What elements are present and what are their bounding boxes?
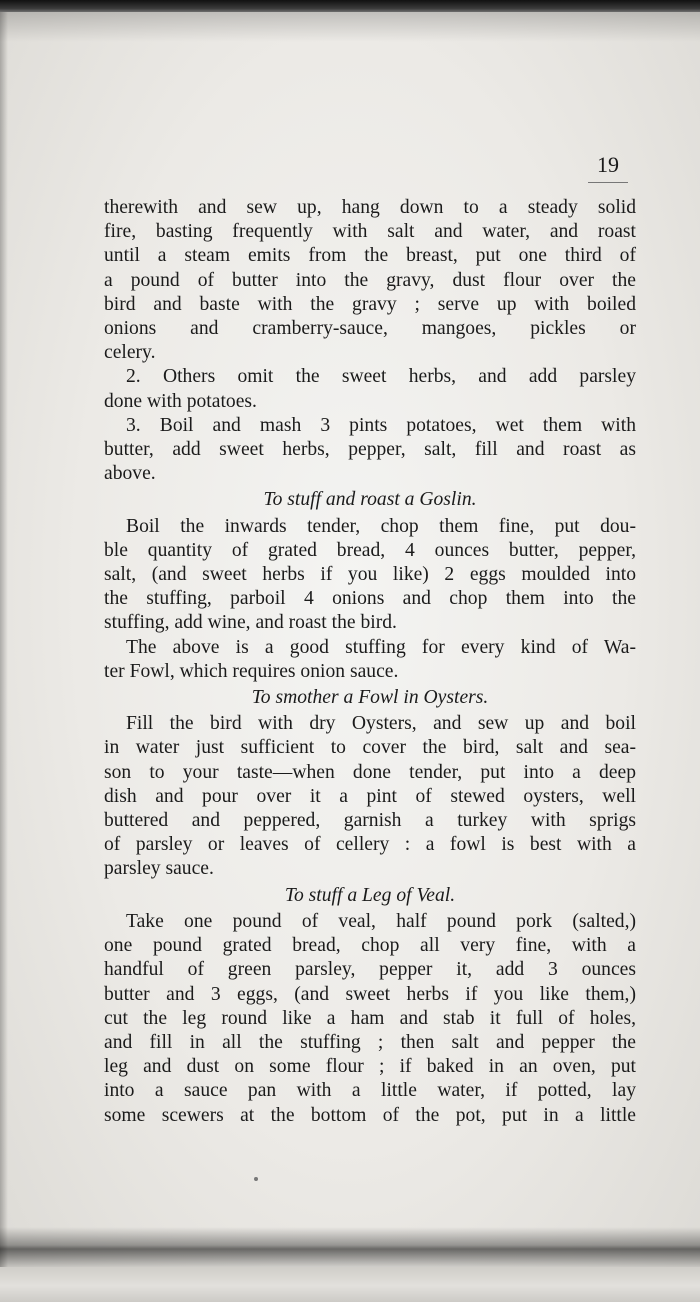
text-line: leg and dust on some flour ; if baked in an oven, put (104, 1056, 636, 1078)
text-line: handful of green parsley, pepper it, add 3 ounces (104, 959, 636, 981)
text-line: and fill in all the stuffing ; then salt and pepper the (104, 1031, 636, 1053)
text-line: one pound grated bread, chop all very fine, with a (104, 935, 636, 957)
page-number-rule (588, 182, 628, 183)
paper-speck (254, 1177, 258, 1181)
text-line: a pound of butter into the gravy, dust flour over the (104, 269, 636, 291)
text-line: until a steam emits from the breast, put one third of (104, 245, 636, 267)
text-line: ble quantity of grated bread, 4 ounces butter, pepper, (104, 539, 636, 561)
text-line: some scewers at the bottom of the pot, put in a little (104, 1104, 636, 1126)
text-line: onions and cramberry-sauce, mangoes, pickles or (104, 318, 636, 340)
text-line: therewith and sew up, hang down to a steady solid (104, 197, 636, 218)
text-line: stuffing, add wine, and roast the bird. (104, 612, 397, 634)
text-line: 3. Boil and mash 3 pints potatoes, wet them with (126, 414, 636, 436)
text-line: buttered and peppered, garnish a turkey with sprigs (104, 810, 636, 832)
text-line: in water just sufficient to cover the bird, salt and sea- (104, 737, 636, 759)
text-line: above. (104, 463, 156, 485)
page-top-shadow (0, 12, 700, 42)
page-number: 19 (597, 152, 619, 177)
text-line: bird and baste with the gravy ; serve up with boiled (104, 293, 636, 315)
recipe-heading: To smother a Fowl in Oysters. (251, 687, 489, 709)
text-line: fire, basting frequently with salt and water, and roast (104, 221, 636, 243)
page-left-edge (0, 12, 8, 1302)
text-line: celery. (104, 342, 156, 364)
text-line: cut the leg round like a ham and stab it full of holes, (104, 1007, 636, 1029)
text-line: dish and pour over it a pint of stewed oysters, well (104, 785, 636, 807)
text-line: 2. Others omit the sweet herbs, and add parsley (126, 366, 636, 388)
text-line: butter and 3 eggs, (and sweet herbs if you like them,) (104, 983, 636, 1005)
text-line: done with potatoes. (104, 390, 257, 412)
text-line: Fill the bird with dry Oysters, and sew up and boil (126, 713, 636, 735)
text-line: Take one pound of veal, half pound pork (salted,) (126, 910, 636, 932)
text-line: The above is a good stuffing for every kind of Wa- (126, 636, 636, 658)
text-line: parsley sauce. (104, 858, 214, 880)
page-fold-shadow (0, 1227, 700, 1267)
book-page (0, 12, 700, 1302)
recipe-heading: To stuff a Leg of Veal. (284, 884, 456, 906)
text-line: into a sauce pan with a little water, if potted, lay (104, 1080, 636, 1102)
text-line: of parsley or leaves of cellery : a fowl is best with a (104, 834, 636, 856)
text-line: Boil the inwards tender, chop them fine, put dou- (126, 515, 636, 537)
recipe-text-body (104, 196, 636, 1128)
text-line: the stuffing, parboil 4 onions and chop them into the (104, 588, 636, 610)
text-line: salt, (and sweet herbs if you like) 2 eggs moulded into (104, 564, 636, 586)
text-line: ter Fowl, which requires onion sauce. (104, 660, 399, 682)
recipe-heading: To stuff and roast a Goslin. (263, 489, 477, 511)
page-bottom-edge (0, 1267, 700, 1302)
text-line: son to your taste—when done tender, put into a deep (104, 761, 636, 783)
text-line: butter, add sweet herbs, pepper, salt, fill and roast as (104, 439, 636, 461)
